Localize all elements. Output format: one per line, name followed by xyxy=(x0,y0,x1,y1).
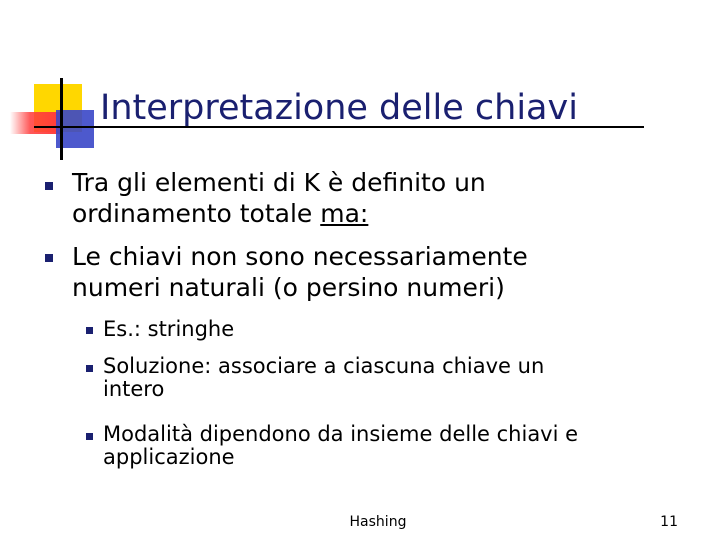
sub-bullet-text-3 xyxy=(103,423,663,469)
decor-vertical-line xyxy=(60,78,63,160)
bullet-text-2 xyxy=(72,241,632,303)
bullet-1-line-2-underlined: ma: xyxy=(320,199,369,228)
bullet-2-line-1: Le chiavi non sono necessariamente xyxy=(72,242,528,271)
sub-bullet-3-line-2: applicazione xyxy=(103,445,235,469)
bullet-square-icon xyxy=(45,254,53,262)
bullet-square-icon xyxy=(45,182,53,190)
decor-red-bar xyxy=(10,112,60,134)
sub-bullet-text-2 xyxy=(103,355,663,401)
bullet-2-line-2: numeri naturali (o persino numeri) xyxy=(72,273,505,302)
sub-bullet-2-line-1: Soluzione: associare a ciascuna chiave un xyxy=(103,354,545,378)
bullet-1-line-2 xyxy=(72,198,632,229)
footer-title: Hashing xyxy=(349,514,407,530)
sub-bullet-square-icon xyxy=(86,327,93,334)
sub-bullet-square-icon xyxy=(86,365,93,372)
sub-bullet-text-1 xyxy=(103,318,663,341)
bullet-text-1 xyxy=(72,167,632,229)
sub-bullet-square-icon xyxy=(86,433,93,440)
sub-bullet-3-line-1: Modalità dipendono da insieme delle chiavi e xyxy=(103,422,579,446)
bullet-1-line-2-plain: ordinamento totale xyxy=(72,199,321,228)
slide-title: Interpretazione delle chiavi xyxy=(100,88,578,128)
page-number: 11 xyxy=(660,514,678,530)
bullet-1-line-1: Tra gli elementi di K è definito un xyxy=(72,168,486,197)
sub-bullet-1-line-1: Es.: stringhe xyxy=(103,317,235,341)
sub-bullet-2-line-2: intero xyxy=(103,377,165,401)
